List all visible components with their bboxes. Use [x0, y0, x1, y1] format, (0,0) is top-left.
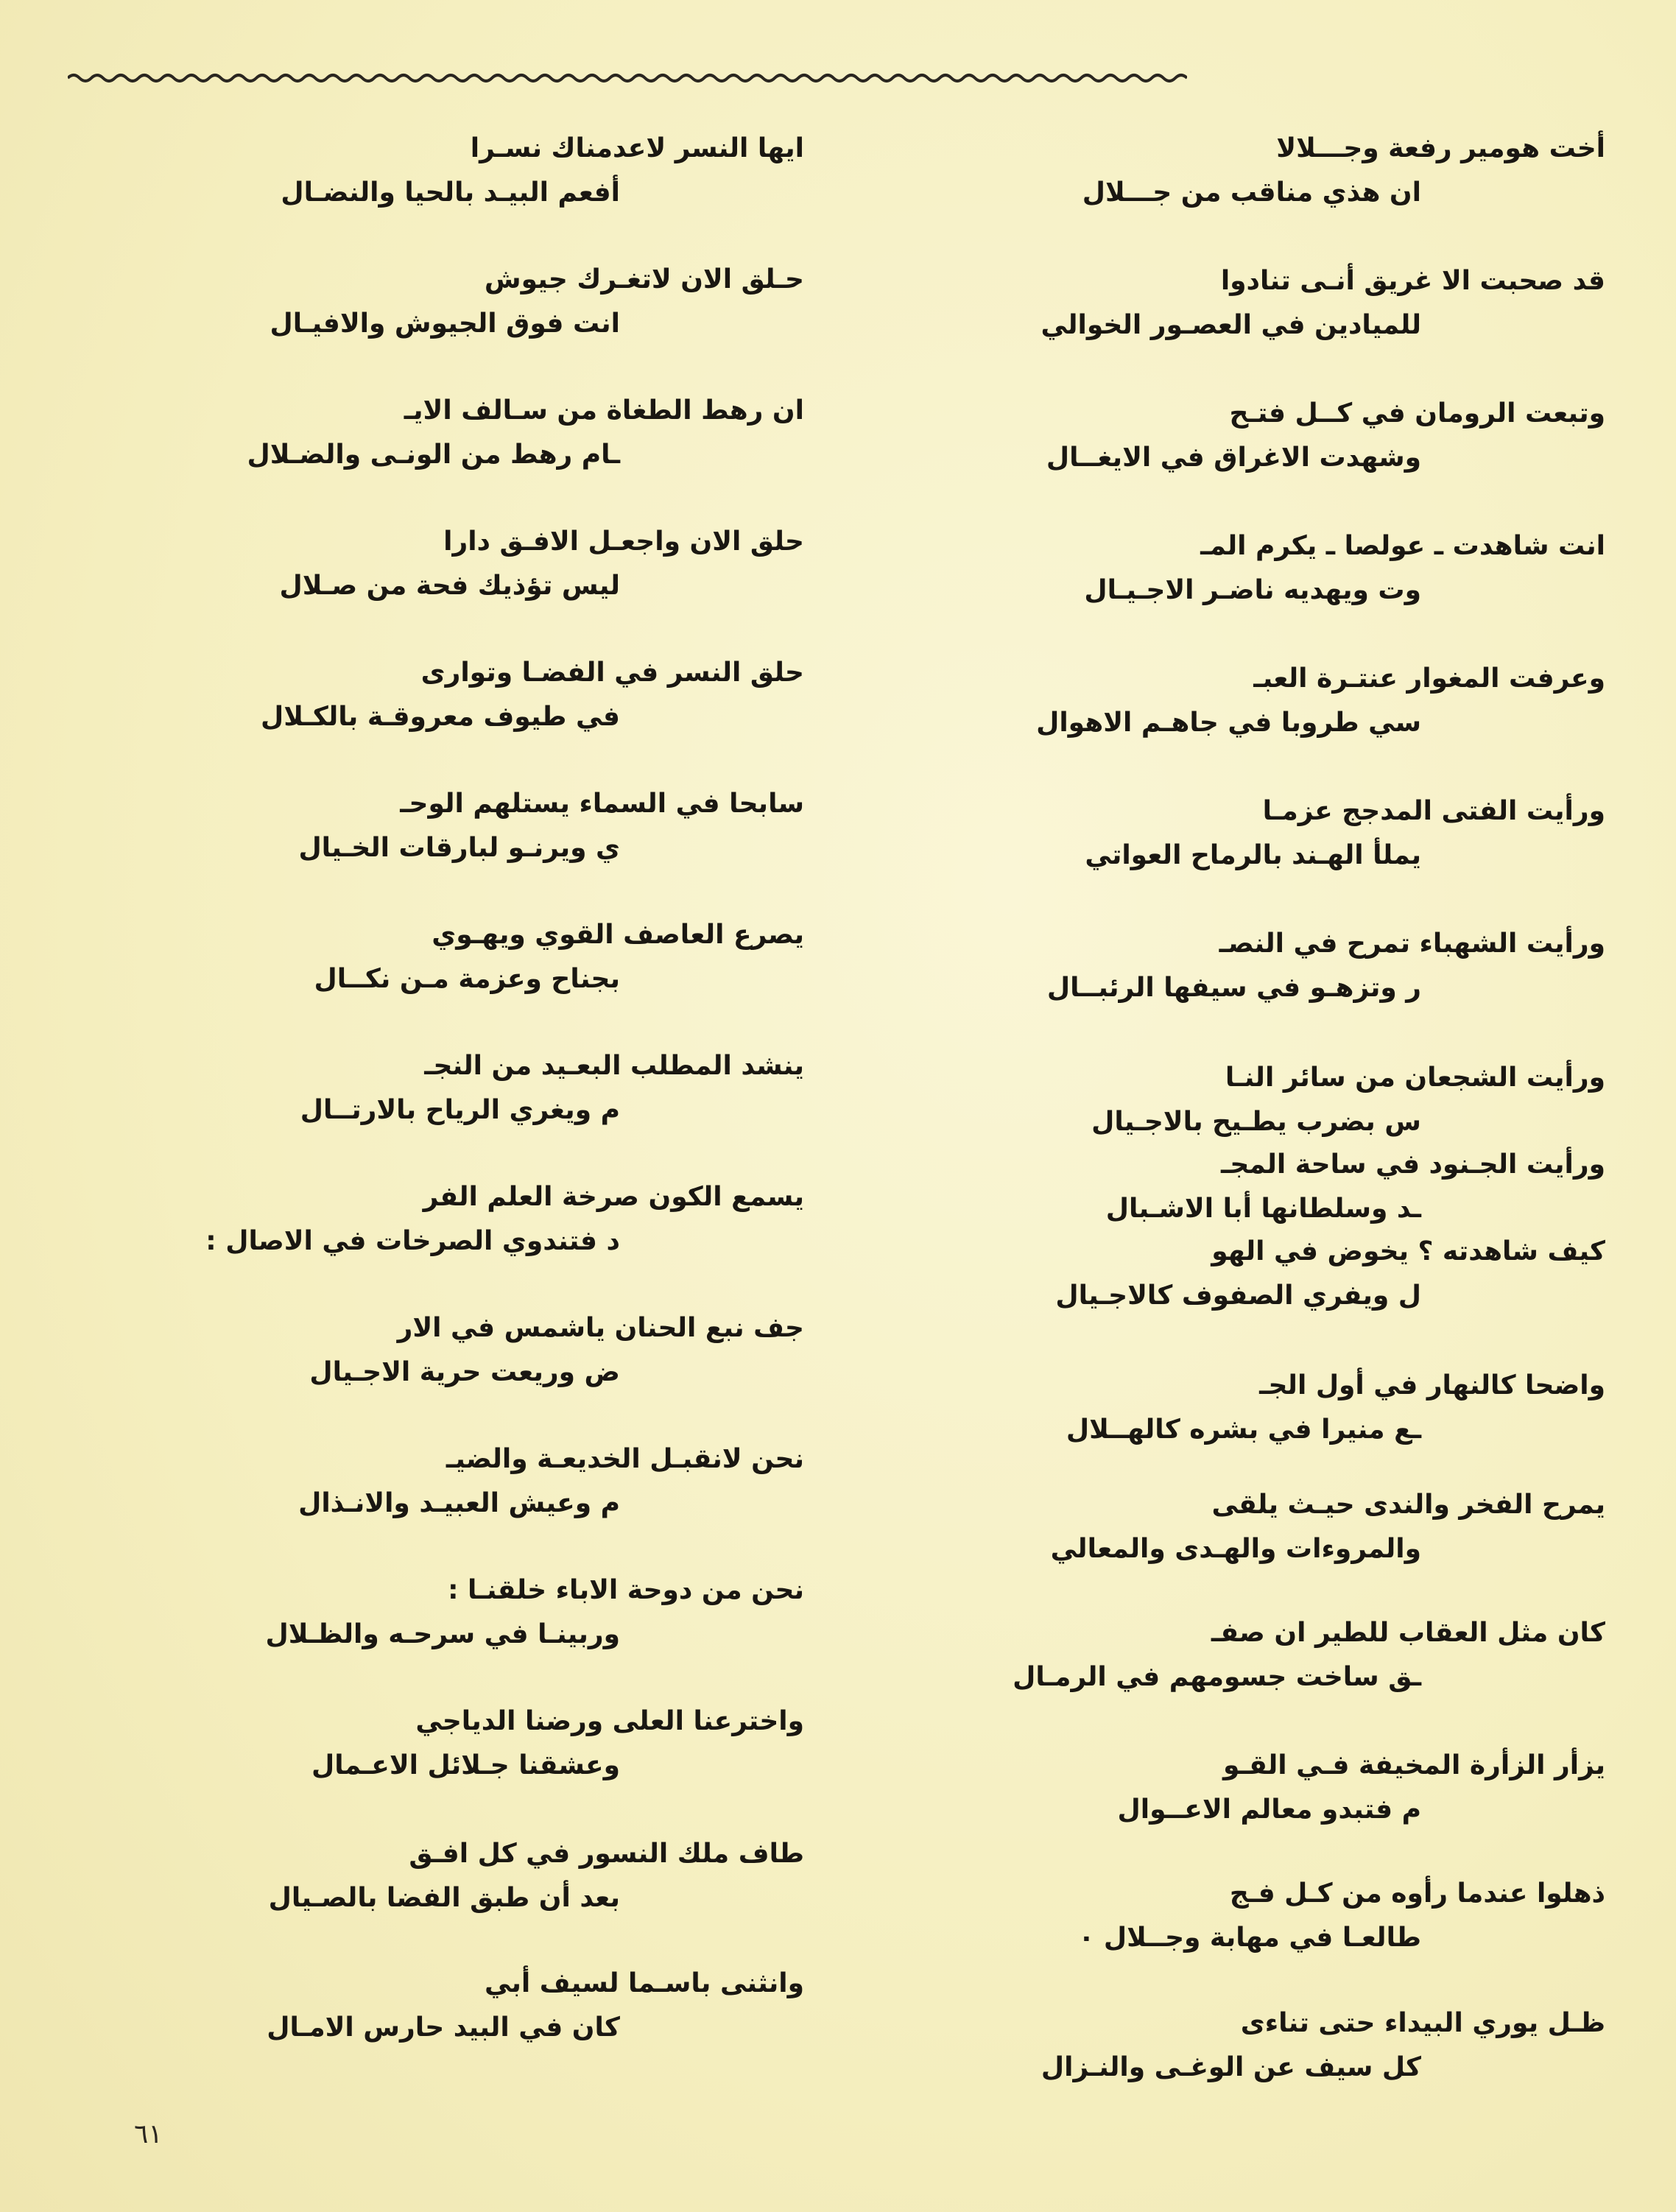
- verse-line-second: ر وتزهـو في سيفها الرئبــال: [1046, 973, 1421, 1003]
- verse: [68, 1306, 804, 1395]
- verse-line-first: وعرفت المغوار عنتـرة العبـ: [1253, 663, 1605, 694]
- verse-line-second: كل سيف عن الوغـى والنـزال: [1041, 2052, 1421, 2082]
- verse-line-first: نحن من دوحة الاباء خلقنـا :: [448, 1575, 804, 1605]
- verse: [68, 1568, 804, 1657]
- verse-line-second: د فتندوي الصرخات في الاصال :: [205, 1226, 620, 1256]
- verse-line-second: بعد أن طبق الفضا بالصـيال: [268, 1883, 620, 1913]
- verse: [869, 2001, 1605, 2090]
- verse-line-first: أخت هومير رفعة وجـــلالا: [1276, 133, 1605, 163]
- verse-line-second: سي طروبا في جاهـم الاهوال: [1036, 708, 1421, 738]
- verse-line-first: ينشد المطلب البعـيد من النجـ: [424, 1051, 804, 1081]
- verse-line-first: حـلق الان لاتغـرك جيوش: [484, 264, 804, 295]
- verse: [869, 657, 1605, 745]
- verse-line-second: ض وريعت حرية الاجـيال: [309, 1357, 620, 1387]
- verse-line-first: يمرح الفخر والندى حيـث يلقى: [1211, 1490, 1605, 1520]
- verse-line-first: يصرع العاصف القوي ويهـوي: [432, 920, 804, 950]
- verse-line-second: أفعم البيـد بالحيا والنضـال: [281, 177, 620, 208]
- verse-line-second: م وعيش العبيـد والانـذال: [298, 1488, 620, 1518]
- verse-line-first: واخترعنا العلى ورضنا الدياجي: [415, 1706, 804, 1736]
- verse: [869, 1872, 1605, 1960]
- verse-line-second: ـع منيرا في بشره كالهــلال: [1066, 1415, 1421, 1445]
- verse-line-first: وانثنى باسـما لسيف أبي: [484, 1968, 804, 1998]
- verse-line-first: كيف شاهدته ؟ يخوض في الهو: [1211, 1236, 1605, 1267]
- verse-line-first: يسمع الكون صرخة العلم الفر: [423, 1182, 804, 1212]
- verse: [869, 1611, 1605, 1699]
- verse-line-second: م فتبدو معالم الاعــوال: [1117, 1794, 1421, 1825]
- verse-line-first: جف نبع الحنان ياشمس في الار: [397, 1313, 804, 1343]
- verse-line-first: طاف ملك النسور في كل افـق: [409, 1839, 804, 1869]
- verse-line-first: ذهلوا عندما رأوه من كـل فـج: [1229, 1878, 1605, 1909]
- verse-line-first: كان مثل العقاب للطير ان صفـ: [1211, 1618, 1605, 1648]
- verse: [68, 1044, 804, 1133]
- verse-line-first: ظـل يوري البيداء حتى تناءى: [1240, 2008, 1605, 2038]
- verse: [869, 789, 1605, 878]
- verse: [68, 258, 804, 346]
- page-number: ٦١: [134, 2119, 163, 2149]
- verse-line-first: ورأيت الشهباء تمرح في النصـ: [1219, 929, 1605, 959]
- verse-line-second: ـد وسلطانها أبا الاشـبال: [1105, 1194, 1421, 1224]
- verse: [68, 651, 804, 739]
- verse-line-second: بجناح وعزمة مـن نكــال: [314, 964, 620, 994]
- verse: [68, 913, 804, 1001]
- verse-line-first: ورأيت الشجعان من سائر النـا: [1225, 1063, 1605, 1093]
- verse-line-second: طالعـا في مهابة وجــلال ٠: [1078, 1923, 1421, 1953]
- verse-line-first: سابحا في السماء يستلهم الوحـ: [400, 789, 804, 819]
- verse: [68, 1962, 804, 2050]
- verse-line-second: س بضرب يطـيح بالاجـيال: [1091, 1107, 1421, 1137]
- verse-line-second: والمروءات والهـدى والمعالي: [1050, 1534, 1421, 1564]
- verse-line-second: ي ويرنـو لبارقات الخـيال: [298, 833, 620, 863]
- verse: [68, 1832, 804, 1920]
- verse-line-second: ـام رهط من الونـى والضـلال: [247, 440, 620, 470]
- verse-line-first: ان رهط الطغاة من سـالف الايـ: [404, 395, 804, 426]
- verse-line-second: ان هذي مناقب من جـــلال: [1082, 177, 1421, 208]
- verse-line-second: وعشقنا جـلائل الاعـمال: [311, 1750, 620, 1780]
- verse: [68, 520, 804, 608]
- verse-line-second: وت ويهديه ناضـر الاجـيـال: [1084, 575, 1421, 605]
- verse-line-first: حلق النسر في الفضـا وتوارى: [420, 658, 804, 688]
- verse: [68, 1437, 804, 1526]
- verse: [869, 1483, 1605, 1571]
- verse: [68, 782, 804, 870]
- verse: [68, 127, 804, 215]
- verse-line-second: للميادين في العصـور الخوالي: [1041, 310, 1421, 340]
- verse: [869, 127, 1605, 215]
- verse-line-first: ورأيت الفتى المدجج عزمـا: [1262, 796, 1605, 826]
- verse-line-second: وربينـا في سرحـه والظـلال: [265, 1619, 620, 1649]
- verse: [869, 259, 1605, 348]
- verse-line-second: ل ويفري الصفوف كالاجـيال: [1055, 1281, 1421, 1311]
- verse-line-first: وتبعت الرومان في كــل فتـح: [1229, 398, 1605, 429]
- verse-line-first: ورأيت الجـنود في ساحة المجـ: [1221, 1149, 1605, 1180]
- verse-line-second: ـق ساخت جسومهم في الرمـال: [1013, 1662, 1421, 1692]
- verse: [869, 1230, 1605, 1318]
- verse-line-first: ايها النسر لاعدمناك نسـرا: [470, 133, 804, 163]
- verse-line-second: م ويغري الرياح بالارتــال: [300, 1095, 620, 1125]
- verse-line-first: قد صحبت الا غريق أنـى تنادوا: [1220, 266, 1605, 296]
- verse-line-first: حلق الان واجعـل الافـق دارا: [443, 526, 804, 557]
- verse-line-first: نحن لانقبـل الخديعـة والضيـ: [446, 1444, 804, 1474]
- verse: [68, 389, 804, 477]
- verse-line-second: كان في البيد حارس الامـال: [267, 2012, 620, 2043]
- verse: [869, 1364, 1605, 1452]
- decorative-top-rule: [68, 68, 1187, 85]
- verse: [869, 524, 1605, 613]
- verse-line-second: وشهدت الاغراق في الايغــال: [1046, 443, 1421, 473]
- verse: [68, 1699, 804, 1788]
- verse-line-second: في طيوف معروقـة بالكـلال: [260, 702, 620, 732]
- verse-line-first: انت شاهدت ـ عولصا ـ يكرم المـ: [1200, 531, 1605, 561]
- verse: [68, 1175, 804, 1264]
- verse-line-first: يزأر الزأرة المخيفة فـي القـو: [1223, 1750, 1605, 1780]
- verse: [869, 1744, 1605, 1832]
- verse-line-second: ليس تؤذيك فحة من صـلال: [279, 571, 620, 601]
- verse: [869, 1143, 1605, 1231]
- verse: [869, 1056, 1605, 1144]
- verse: [869, 922, 1605, 1010]
- verse-line-first: واضحا كالنهار في أول الجـ: [1259, 1370, 1605, 1401]
- verse-line-second: يملأ الهـند بالرماح العواتي: [1085, 840, 1421, 870]
- verse-line-second: انت فوق الجيوش والافيـال: [270, 309, 620, 339]
- verse: [869, 392, 1605, 480]
